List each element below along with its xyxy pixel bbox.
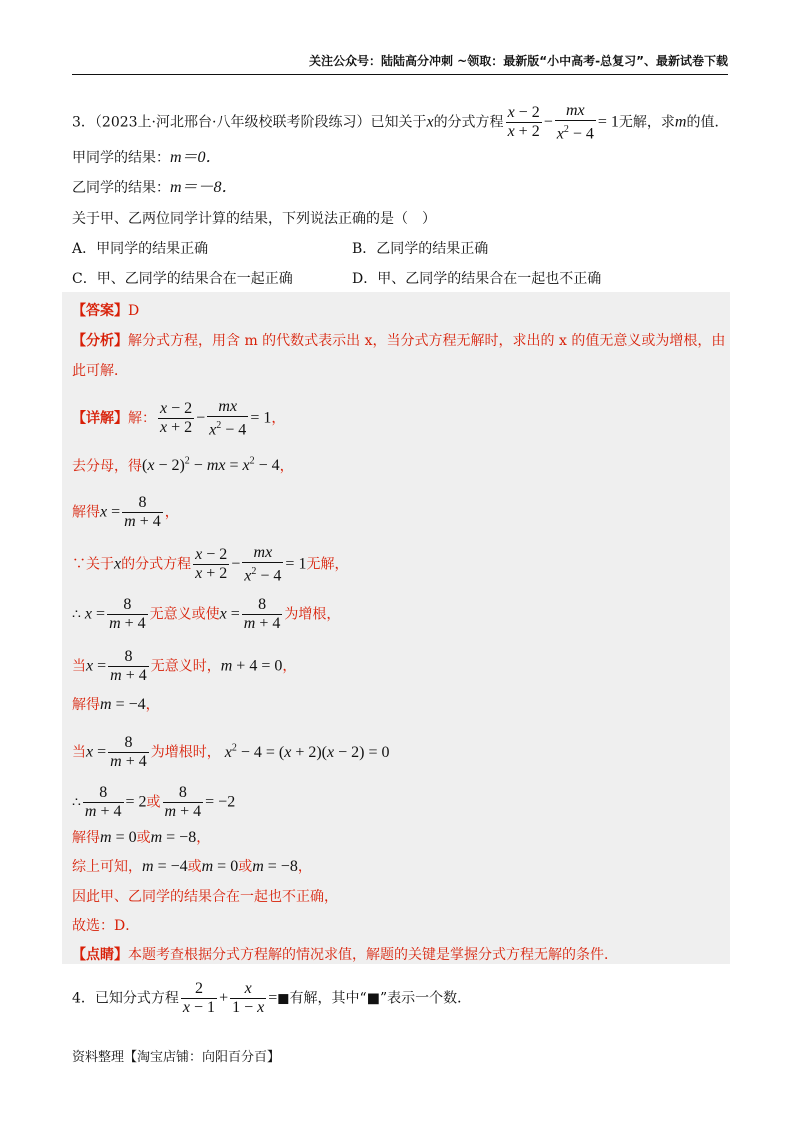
conclusion-1: 综上可知，m = −4或m = 0或m = −8，: [72, 858, 312, 875]
step-solve-m-1: 解得m = −4，: [72, 696, 160, 713]
jia-result: 甲同学的结果：m＝0．: [72, 149, 222, 166]
conclusion-3: 故选：D．: [72, 918, 140, 934]
question-prompt: 关于甲、乙两位同学计算的结果，下列说法正确的是（ ）: [72, 211, 436, 227]
step-remove-denominator: 去分母，得$(x - 2)^2$ − mx = $x^2 - 4$，: [72, 456, 294, 475]
step-therefore-2: ∴ $\frac{8}{m + 4}$ = 2或 $\frac{8}{m + 4}$ = −2: [72, 784, 236, 820]
detail-line: 【详解】解： $\frac{x - 2}{x + 2}$ − $\frac{mx}{x^2 - 4}$ = 1，: [72, 398, 286, 439]
answer-line: 【答案】D: [72, 303, 140, 319]
yi-result: 乙同学的结果：m＝－8．: [72, 179, 238, 196]
question-4-stem: 4．已知分式方程 $\frac{2}{x - 1}$ + $\frac{x}{1 - x}$ =■有解，其中“■”表示一个数．: [72, 980, 472, 1016]
fraction: $\frac{x - 2}{x + 2}$: [507, 104, 540, 141]
conclusion-2: 因此甲、乙同学的结果合在一起也不正确，: [72, 889, 338, 905]
step-solve-m-2: 解得m = 0或m = −8，: [72, 829, 211, 846]
step-case-extraneous: 当x = $\frac{8}{m + 4}$ 为增根时， $x^2 - 4 = (x + 2)(x - 2) = 0$: [72, 734, 390, 770]
analysis-line-2: 此可解．: [72, 363, 128, 379]
option-d[interactable]: D．甲、乙同学的结果合在一起也不正确: [352, 271, 602, 287]
option-c[interactable]: C．甲、乙同学的结果合在一起正确: [72, 271, 293, 287]
option-b[interactable]: B．乙同学的结果正确: [352, 241, 489, 257]
step-because: ∵关于x的分式方程 $\frac{x - 2}{x + 2}$ − $\frac{mx}{x^2 - 4}$ = 1无解，: [72, 544, 349, 585]
analysis-line-1: 【分析】解分式方程，用含 m 的代数式表示出 x，当分式方程无解时，求出的 x 的值无意义或为增根，由: [72, 333, 726, 349]
step-case-undefined: 当x = $\frac{8}{m + 4}$ 无意义时，m + 4 = 0，: [72, 648, 297, 684]
question-3-stem: 3．（2023上·河北邢台·八年级校联考阶段练习）已知关于x的分式方程 $\frac{x - 2}{x + 2}$ − $\frac{mx}{x^2 - 4}$ = 1无解，求m的值．: [72, 102, 729, 143]
page-header: 关注公众号：陆陆高分冲刺 ~领取：最新版“小中高考-总复习”、最新试卷下载: [72, 52, 728, 75]
option-a[interactable]: A．甲同学的结果正确: [72, 241, 209, 257]
step-solve-x: 解得x = $\frac{8}{m + 4}$ ，: [72, 494, 179, 530]
comment-line: 【点睛】本题考查根据分式方程解的情况求值，解题的关键是掌握分式方程无解的条件．: [72, 947, 618, 963]
page-footer: 资料整理【淘宝店铺：向阳百分百】: [72, 1050, 281, 1065]
fraction: $\frac{mx}{x^2 - 4}$: [556, 102, 594, 143]
step-therefore-1: ∴ x = $\frac{8}{m + 4}$ 无意义或使x = $\frac{8}{m + 4}$ 为增根，: [72, 596, 341, 632]
